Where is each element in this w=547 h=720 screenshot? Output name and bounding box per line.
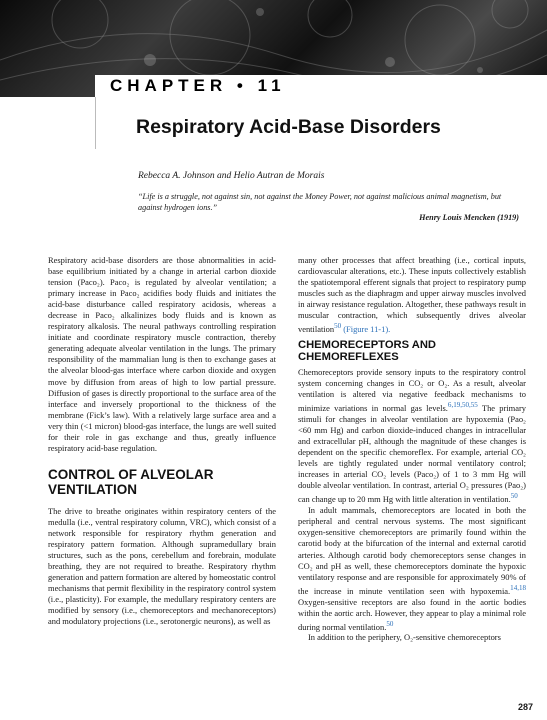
continuation-text: many other processes that affect breathing (i.e., cortical inputs, cardiovascular alterations, etc.). These inputs collectively establish the spatiotemporal efferent signals that project to respiratory pump muscles such as the diaphragm and upper airway muscles involved in airway resistance regulation. Altogether, these pathways result in muscular contraction, which subsequently drives alveolar ventilation	[298, 255, 526, 335]
epigraph-source: Henry Louis Mencken (1919)	[419, 213, 519, 222]
reference-superscript[interactable]: 14,18	[510, 583, 526, 592]
continuation-paragraph	[298, 255, 526, 335]
paragraph-text: Chemoreceptors provide sensory inputs to the respiratory control system concerning changes in CO₂ or O₂. As a result, alveolar ventilation is altered via negative feedback mechanisms to minimize variations in normal gas levels.	[298, 367, 526, 414]
section-heading-chemoreceptors: CHEMORECEPTORS AND CHEMOREFLEXES	[298, 339, 436, 364]
chemoreceptor-paragraph-3: In addition to the periphery, O₂-sensitive chemoreceptors	[308, 632, 501, 643]
authors: Rebecca A. Johnson and Helio Autran de Morais	[138, 171, 325, 181]
control-paragraph: The drive to breathe originates within respiratory centers of the medulla (i.e., ventral respiratory column, VRC), which consist of a network responsible for respiratory rhythm generation and respiratory pattern formation. Although supramedullary brain structures, such as the pons, cerebellum and forebrain, modulate breathing, they are not required to breathe. Respiratory rhythm generation and pattern formation are altered by homeostatic control mechanisms that permit flexibility in the respiratory control system (i.e., plasticity). For example, the medullary respiratory centers are modified by sensory (i.e., chemoreceptors and mechanoreceptors) and modulatory projections (i.e., serotonergic neurons), as well as	[48, 505, 276, 627]
paragraph-text: In adult mammals, chemoreceptors are located in both the peripheral and central nervous systems. The most significant oxygen-sensitive chemoreceptors are primarily found within the carotid body at the bifurcation of the internal and external carotid arteries. Although carotid body chemoreceptors sense changes in CO₂ and pH as well, these chemoreceptors dominate the hypoxic ventilatory response and are responsible for approximately 90% of the increase in minute ventilation seen with hypoxemia.	[298, 505, 526, 596]
right-column	[298, 255, 526, 644]
figure-link[interactable]: (Figure 11-1).	[343, 324, 391, 335]
reference-superscript[interactable]: 50	[510, 492, 518, 501]
chemoreceptor-paragraph-2	[298, 505, 526, 632]
chapter-label: CHAPTER • 11	[110, 76, 286, 95]
left-column	[48, 255, 276, 627]
reference-superscript[interactable]: 6,19,50,55	[447, 401, 478, 410]
chemoreceptor-paragraph-1	[298, 367, 526, 505]
intro-paragraph: Respiratory acid-base disorders are those abnormalities in acid-base equilibrium initiated by a change in arterial carbon dioxide tension (Paco₂). Paco₂ is regulated by alveolar ventilation; a primary increase in Paco₂ acidifies body fluids and initiates the acid-base disturbance called respiratory acidosis, whereas a decrease in Paco₂ alkalinizes body fluids and is known as respiratory alkalosis. The neural pathways controlling respiration initiate and coordinate respiratory muscle contraction, thereby generating adequate alveolar ventilation in the lungs. The primary responsibility of the mammalian lung is then to exchange gases at the alveolar blood-gas interface where carbon dioxide and oxygen move by diffusion from areas of high to low partial pressure. Diffusion of gases is directly proportional to the surface area of the interface and inversely proportional to the thickness of the membrane (Fick’s law). With a relatively large surface area and a very thin (<1 micron) blood-gas interface, the lungs are well suited for their role in gas exchange and thus, greatly influence respiratory acid-base regulation.	[48, 255, 276, 453]
paragraph-text: The primary stimuli for changes in alveolar ventilation are hypoxemia (Pao₂ <60 mm Hg) and carbon dioxide-induced changes in intracellular and extracellular pH, although the magnitude of these changes is dependent on the specific chemoreflex. For example, arterial CO₂ levels are tightly regulated under normal ventilatory control; increases in arterial CO₂ levels (Paco₂) of 1 to 3 mm Hg will double alveolar ventilation. In contrast, arterial O₂ pressures (Pao₂) can change up to 20 mm Hg with little alteration in ventilation.	[298, 403, 526, 505]
page-number: 287	[517, 702, 533, 712]
reference-superscript[interactable]: 50	[386, 619, 394, 628]
epigraph-quote: “Life is a struggle, not against sin, not against the Money Power, not against malicious animal magnetism, but against hydrogen ions.”	[138, 192, 502, 212]
reference-superscript[interactable]: 50	[334, 322, 342, 331]
section-heading-control: CONTROL OF ALVEOLAR VENTILATION	[48, 466, 214, 497]
paragraph-text: Oxygen-sensitive receptors are also found in the aortic bodies within the aortic arch. However, they appear to play a minimal role during normal ventilation.	[298, 596, 526, 632]
chapter-title: Respiratory Acid-Base Disorders	[136, 116, 441, 138]
